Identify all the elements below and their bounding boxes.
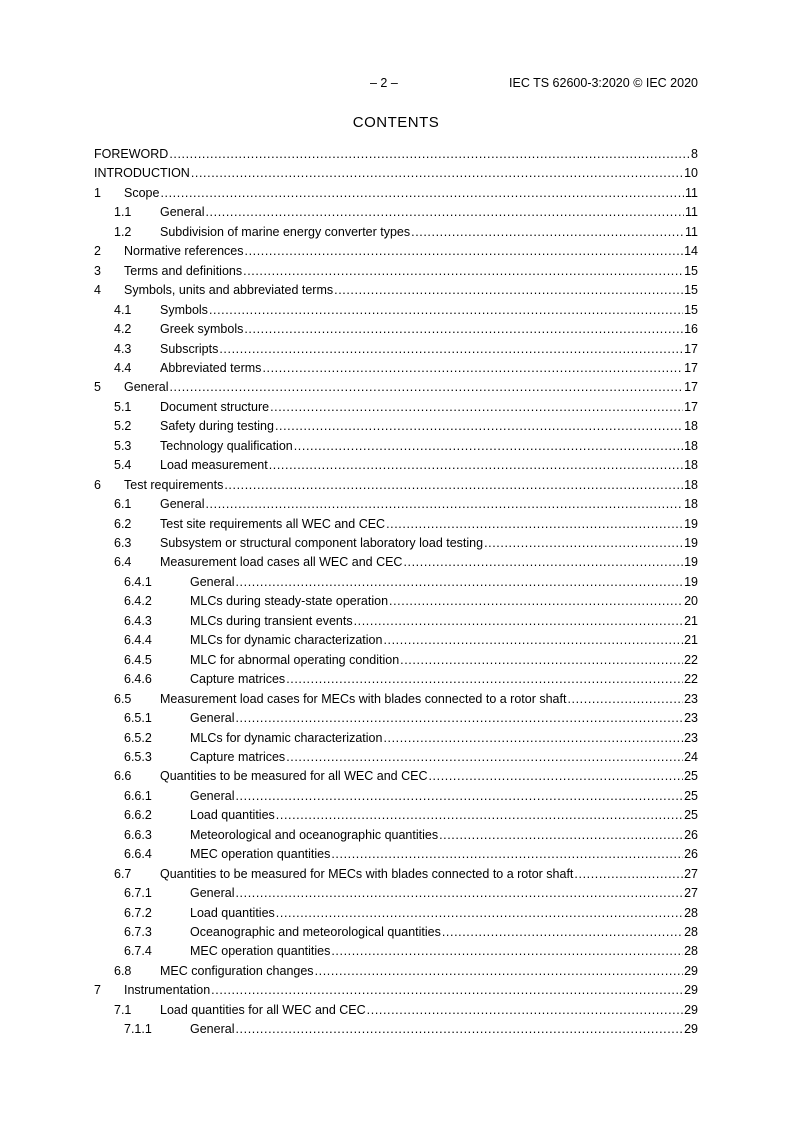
toc-entry-page: 11 (685, 185, 698, 200)
page-header (94, 76, 698, 92)
toc-entry-number: 6.2 (114, 516, 132, 531)
toc-entry[interactable] (94, 243, 698, 259)
toc-entry-page: 23 (684, 711, 698, 726)
toc-entry-number: 4 (94, 283, 101, 298)
toc-entry[interactable] (94, 477, 698, 493)
toc-entry-label: Subdivision of marine energy converter types (160, 224, 411, 239)
toc-entry-page: 29 (684, 1022, 698, 1037)
toc-entry-page: 16 (684, 322, 698, 337)
toc-entry-page: 22 (684, 652, 698, 667)
toc-entry[interactable] (94, 710, 698, 726)
toc-entry-label: FOREWORD (94, 147, 169, 161)
standard-reference: IEC TS 62600-3:2020 © IEC 2020 (509, 76, 698, 90)
toc-entry[interactable] (94, 302, 698, 318)
toc-leader-dots (567, 692, 683, 707)
toc-entry[interactable] (94, 749, 698, 765)
toc-entry-label: Instrumentation (124, 983, 211, 998)
toc-entry-page: 19 (684, 516, 698, 531)
toc-entry-page: 22 (684, 672, 698, 687)
toc-entry[interactable] (94, 943, 698, 959)
toc-entry-number: 6 (94, 477, 101, 492)
toc-entry-page: 17 (684, 341, 698, 356)
toc-entry-page: 15 (684, 302, 698, 317)
page-title: CONTENTS (352, 114, 440, 131)
toc-entry[interactable] (94, 905, 698, 921)
toc-entry-page: 19 (684, 555, 698, 570)
toc-entry-label: Technology qualification (160, 438, 293, 453)
toc-leader-dots (286, 750, 683, 765)
toc-entry-number: 7 (94, 983, 101, 998)
toc-entry[interactable] (94, 146, 698, 162)
toc-entry-label: Terms and definitions (124, 263, 243, 278)
toc-entry-page: 28 (684, 944, 698, 959)
toc-entry-page: 14 (684, 244, 698, 259)
toc-entry-number: 5 (94, 380, 101, 395)
toc-entry-number: 6.6.2 (124, 808, 152, 823)
toc-entry-number: 1.2 (114, 224, 132, 239)
toc-entry-number: 6.1 (114, 497, 132, 512)
toc-entry[interactable] (94, 632, 698, 648)
toc-entry-number: 7.1 (114, 1002, 132, 1017)
toc-entry-number: 4.1 (114, 302, 132, 317)
toc-entry[interactable] (94, 671, 698, 687)
toc-entry-number: 3 (94, 263, 101, 278)
toc-entry[interactable] (94, 263, 698, 279)
toc-entry-page: 25 (684, 769, 698, 784)
toc-entry-number: 5.1 (114, 399, 132, 414)
toc-entry[interactable] (94, 516, 698, 532)
toc-entry-label: Test requirements (124, 477, 224, 492)
toc-entry-label: Symbols (160, 302, 208, 317)
toc-entry[interactable] (94, 768, 698, 784)
toc-entry-label: General (124, 380, 169, 395)
toc-entry-number: 4.2 (114, 322, 132, 337)
toc-entry-number: 5.3 (114, 438, 132, 453)
toc-leader-dots (235, 1022, 683, 1037)
toc-entry-label: Quantities to be measured for all WEC and CEC (160, 769, 428, 784)
toc-entry-page: 18 (684, 438, 698, 453)
toc-entry-label: Symbols, units and abbreviated terms (124, 283, 334, 298)
toc-entry-page: 17 (684, 399, 698, 414)
toc-entry-label: General (190, 886, 235, 901)
toc-entry-page: 15 (684, 263, 698, 278)
toc-entry-label: Load measurement (160, 458, 268, 473)
toc-entry[interactable] (94, 730, 698, 746)
toc-entry-number: 6.4 (114, 555, 132, 570)
toc-entry-page: 11 (685, 224, 698, 239)
toc-entry-label: Capture matrices (190, 749, 286, 764)
toc-leader-dots (235, 886, 683, 901)
toc-entry-number: 1.1 (114, 205, 132, 220)
toc-leader-dots (574, 867, 683, 882)
toc-entry-page: 28 (684, 925, 698, 939)
toc-entry-label: MLC for abnormal operating condition (190, 652, 400, 667)
toc-entry-page: 18 (684, 458, 698, 473)
toc-entry-page: 21 (684, 613, 698, 628)
toc-entry[interactable] (94, 418, 698, 434)
toc-entry-label: Quantities to be measured for MECs with blades connected to a rotor shaft (160, 866, 574, 881)
toc-entry-number: 6.5 (114, 691, 132, 706)
toc-entry[interactable] (94, 652, 698, 668)
toc-entry-label: Measurement load cases all WEC and CEC (160, 555, 403, 570)
toc-entry-label: Normative references (124, 244, 244, 259)
toc-leader-dots (211, 983, 683, 998)
toc-entry[interactable] (94, 457, 698, 473)
toc-entry-label: Scope (124, 185, 160, 200)
toc-entry-number: 6.7.1 (124, 886, 152, 901)
toc-leader-dots (386, 517, 683, 532)
toc-entry[interactable] (94, 282, 698, 298)
toc-leader-dots (191, 166, 683, 181)
toc-entry[interactable] (94, 321, 698, 337)
toc-entry[interactable] (94, 399, 698, 415)
toc-entry-label: Document structure (160, 399, 270, 414)
toc-entry[interactable] (94, 438, 698, 454)
toc-entry-number: 6.4.1 (124, 574, 152, 589)
toc-entry-number: 4.4 (114, 360, 132, 375)
toc-leader-dots (428, 769, 683, 784)
toc-entry-number: 2 (94, 244, 101, 259)
toc-entry[interactable] (94, 885, 698, 901)
toc-entry-page: 21 (684, 633, 698, 648)
toc-entry-label: Test site requirements all WEC and CEC (160, 516, 386, 531)
toc-leader-dots (383, 731, 683, 746)
toc-entry-number: 6.4.5 (124, 652, 152, 667)
toc-entry-page: 20 (684, 594, 698, 609)
toc-leader-dots (276, 906, 683, 921)
toc-leader-dots (354, 614, 684, 629)
toc-leader-dots (244, 322, 683, 337)
toc-entry[interactable] (94, 496, 698, 512)
toc-entry-number: 6.8 (114, 963, 132, 978)
toc-leader-dots (209, 303, 683, 318)
toc-entry-page: 26 (684, 827, 698, 842)
toc-entry-label: MLCs during steady-state operation (190, 594, 389, 609)
toc-entry-page: 19 (684, 574, 698, 589)
toc-leader-dots (235, 711, 683, 726)
toc-entry[interactable] (94, 788, 698, 804)
toc-entry-label: Subscripts (160, 341, 219, 356)
toc-entry-label: Abbreviated terms (160, 360, 262, 375)
toc-leader-dots (224, 478, 683, 493)
toc-entry[interactable] (94, 360, 698, 376)
toc-entry[interactable] (94, 554, 698, 570)
toc-entry-label: Load quantities (190, 808, 275, 823)
toc-entry-number: 6.5.2 (124, 730, 152, 745)
toc-leader-dots (403, 555, 683, 570)
toc-entry-page: 18 (684, 419, 698, 434)
toc-entry[interactable] (94, 866, 698, 882)
toc-entry-label: MLCs for dynamic characterization (190, 633, 383, 648)
toc-entry-page: 25 (684, 788, 698, 803)
toc-leader-dots (331, 847, 683, 862)
toc-entry[interactable] (94, 341, 698, 357)
toc-leader-dots (484, 536, 683, 551)
toc-entry[interactable] (94, 982, 698, 998)
toc-leader-dots (245, 244, 684, 259)
toc-entry-page: 10 (684, 166, 698, 181)
toc-entry-page: 29 (684, 1002, 698, 1017)
toc-entry-number: 5.4 (114, 458, 132, 473)
toc-entry-label: Load quantities for all WEC and CEC (160, 1002, 366, 1017)
toc-entry-label: General (190, 1022, 235, 1037)
toc-entry-page: 24 (684, 749, 698, 764)
toc-entry-number: 6.3 (114, 536, 132, 550)
toc-leader-dots (315, 964, 684, 979)
toc-entry-label: General (160, 497, 205, 512)
toc-entry[interactable] (94, 691, 698, 707)
toc-entry-page: 19 (684, 536, 698, 550)
toc-entry-label: MEC configuration changes (160, 963, 314, 978)
toc-entry[interactable] (94, 593, 698, 609)
toc-entry-page: 23 (684, 730, 698, 745)
toc-entry-number: 6.6.1 (124, 788, 152, 803)
toc-entry-page: 17 (684, 360, 698, 375)
toc-entry[interactable] (94, 963, 698, 979)
toc-leader-dots (383, 633, 683, 648)
toc-entry-number: 6.7.4 (124, 944, 152, 959)
toc-leader-dots (286, 672, 683, 687)
toc-leader-dots (331, 944, 683, 959)
toc-entry-page: 25 (684, 808, 698, 823)
toc-entry-page: 26 (684, 847, 698, 862)
toc-entry-number: 7.1.1 (124, 1022, 152, 1037)
toc-entry-label: Oceanographic and meteorological quantities (190, 925, 441, 939)
toc-entry-page: 27 (684, 866, 698, 881)
toc-entry-page: 28 (684, 905, 698, 920)
toc-entry[interactable] (94, 165, 698, 181)
toc-entry[interactable] (94, 379, 698, 395)
toc-entry-number: 6.6.4 (124, 847, 152, 862)
toc-entry-number: 5.2 (114, 419, 132, 434)
toc-leader-dots (367, 1003, 683, 1018)
toc-entry-page: 18 (684, 497, 698, 512)
toc-entry-number: 6.4.6 (124, 672, 152, 687)
toc-entry-label: MEC operation quantities (190, 847, 331, 862)
toc-entry-number: 6.4.2 (124, 594, 152, 609)
toc-entry-number: 4.3 (114, 341, 132, 356)
toc-entry-label: MLCs during transient events (190, 613, 353, 628)
toc-entry-page: 17 (684, 380, 698, 395)
toc-entry-label: MEC operation quantities (190, 944, 331, 959)
toc-entry-label: General (190, 788, 235, 803)
toc-entry-number: 6.6 (114, 769, 132, 784)
toc-entry-label: Load quantities (190, 905, 275, 920)
toc-entry-number: 6.5.1 (124, 711, 152, 726)
toc-entry-page: 15 (684, 283, 698, 298)
toc-leader-dots (262, 361, 683, 376)
toc-entry[interactable] (94, 827, 698, 843)
toc-leader-dots (235, 575, 683, 590)
toc-entry-label: Subsystem or structural component laboratory load testing (160, 536, 484, 550)
toc-entry-number: 6.7.3 (124, 925, 152, 939)
toc-entry[interactable] (94, 807, 698, 823)
toc-entry-page: 29 (684, 963, 698, 978)
toc-entry-page: 8 (691, 147, 698, 161)
toc-entry[interactable] (94, 1021, 698, 1037)
toc-entry-label: INTRODUCTION (94, 166, 190, 181)
toc-leader-dots (270, 400, 683, 415)
toc-entry[interactable] (94, 924, 698, 940)
toc-entry-page: 29 (684, 983, 698, 998)
toc-entry-number: 6.5.3 (124, 749, 152, 764)
toc-leader-dots (269, 458, 683, 473)
toc-leader-dots (205, 497, 683, 512)
toc-entry-label: Meteorological and oceanographic quantities (190, 827, 439, 842)
toc-entry-number: 6.7.2 (124, 905, 152, 920)
toc-leader-dots (169, 147, 690, 162)
toc-entry-number: 6.4.4 (124, 633, 152, 648)
toc-leader-dots (294, 439, 683, 454)
toc-entry-label: General (190, 574, 235, 589)
toc-entry[interactable] (94, 204, 698, 220)
toc-entry[interactable] (94, 613, 698, 629)
toc-leader-dots (205, 205, 684, 220)
toc-leader-dots (219, 342, 683, 357)
toc-leader-dots (439, 828, 683, 843)
toc-entry-number: 6.4.3 (124, 613, 152, 628)
toc-entry-page: 23 (684, 691, 698, 706)
toc-entry[interactable] (94, 185, 698, 201)
toc-entry-number: 1 (94, 185, 101, 200)
page-number: – 2 – (370, 76, 398, 90)
toc-leader-dots (276, 808, 683, 823)
toc-entry-label: General (190, 711, 235, 726)
toc-entry[interactable] (94, 846, 698, 862)
toc-entry-label: MLCs for dynamic characterization (190, 730, 383, 745)
toc-leader-dots (160, 186, 684, 201)
toc-leader-dots (243, 264, 683, 279)
toc-leader-dots (169, 380, 683, 395)
toc-entry-label: Capture matrices (190, 672, 286, 687)
toc-leader-dots (400, 653, 683, 668)
toc-entry[interactable] (94, 1002, 698, 1018)
toc-entry-label: Measurement load cases for MECs with blades connected to a rotor shaft (160, 691, 567, 706)
toc-entry-page: 27 (684, 886, 698, 901)
toc-entry-label: General (160, 205, 205, 220)
toc-entry[interactable] (94, 224, 698, 240)
toc-leader-dots (389, 594, 683, 609)
toc-leader-dots (442, 925, 683, 940)
toc-entry-page: 18 (684, 477, 698, 492)
toc-entry[interactable] (94, 535, 698, 551)
toc-entry-page: 11 (685, 205, 698, 220)
toc-leader-dots (235, 789, 683, 804)
toc-leader-dots (411, 225, 684, 240)
toc-leader-dots (275, 419, 683, 434)
toc-entry[interactable] (94, 574, 698, 590)
toc-entry-number: 6.7 (114, 866, 132, 881)
toc-entry-number: 6.6.3 (124, 827, 152, 842)
toc-entry-label: Safety during testing (160, 419, 274, 434)
toc-entry-label: Greek symbols (160, 322, 244, 337)
toc-leader-dots (334, 283, 683, 298)
